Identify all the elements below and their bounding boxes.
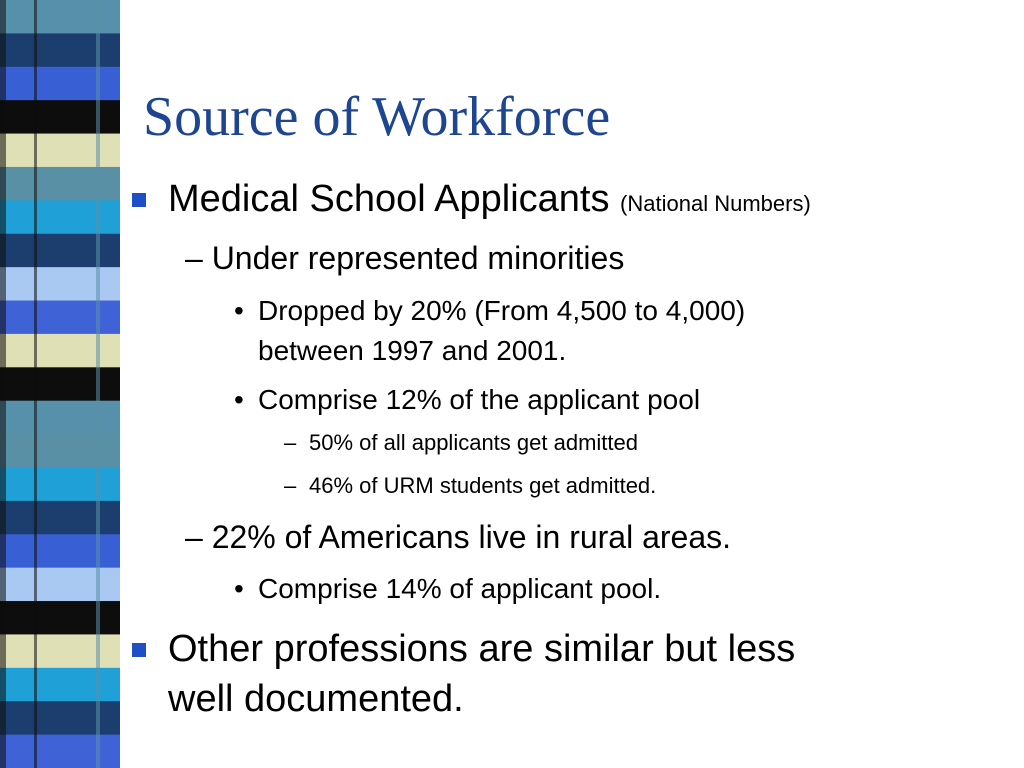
bullet-note: (National Numbers)	[620, 191, 811, 216]
stripe-segment	[0, 434, 120, 468]
sub-bullet-text: Under represented minorities	[211, 240, 625, 276]
point-50-percent: 50% of all applicants get admitted	[309, 430, 638, 455]
stripe-segment	[0, 234, 120, 268]
stripe-column	[96, 0, 100, 768]
dash-marker: –	[185, 519, 203, 555]
stripe-segment	[0, 534, 120, 568]
stripe-segment	[0, 33, 120, 67]
stripe-segment	[0, 701, 120, 735]
stripe-segment	[0, 0, 120, 34]
point-comprise-14: Comprise 14% of applicant pool.	[258, 573, 662, 604]
stripe-segment	[0, 134, 120, 168]
sub-bullet-rural	[185, 517, 731, 557]
point-comprise-12: Comprise 12% of the applicant pool	[258, 384, 701, 415]
stripe-segment	[0, 668, 120, 702]
stripe-segment	[0, 200, 120, 234]
sub-bullet-text: 22% of Americans live in rural areas.	[211, 519, 732, 555]
stripe-segment	[0, 601, 120, 635]
sub-bullet-under-represented	[185, 238, 624, 278]
stripe-column	[34, 0, 37, 768]
stripe-segment	[0, 267, 120, 301]
stripe-segment	[0, 735, 120, 768]
stripe-segment	[0, 67, 120, 101]
square-bullet-icon	[132, 193, 146, 207]
dash-marker: –	[284, 430, 297, 455]
stripe-segment	[0, 501, 120, 535]
stripe-segment	[0, 367, 120, 401]
decorative-stripe-bar	[0, 0, 120, 768]
dot-marker: •	[234, 573, 244, 604]
point-46-percent: 46% of URM students get admitted.	[309, 473, 657, 498]
point-dropped-line1: Dropped by 20% (From 4,500 to 4,000)	[258, 295, 746, 326]
dash-marker: –	[284, 473, 297, 498]
point-dropped-line2: between 1997 and 2001.	[258, 335, 567, 366]
bullet-text: Medical School Applicants	[168, 178, 610, 220]
dot-marker: •	[234, 295, 244, 326]
stripe-pattern	[0, 0, 120, 768]
stripe-segment	[0, 401, 120, 435]
stripe-segment	[0, 467, 120, 501]
slide-title: Source of Workforce	[143, 86, 611, 148]
bullet-medical-school-applicants	[168, 176, 811, 227]
dot-marker: •	[234, 384, 244, 415]
square-bullet-icon	[132, 643, 146, 657]
stripe-segment	[0, 568, 120, 602]
bullet-other-professions-line1: Other professions are similar but less	[168, 628, 796, 670]
bullet-other-professions-line2: well documented.	[168, 678, 464, 720]
stripe-column	[0, 0, 6, 768]
dash-marker: –	[185, 240, 203, 276]
stripe-segment	[0, 167, 120, 201]
stripe-segment	[0, 100, 120, 134]
stripe-segment	[0, 301, 120, 335]
stripe-segment	[0, 634, 120, 668]
stripe-segment	[0, 334, 120, 368]
